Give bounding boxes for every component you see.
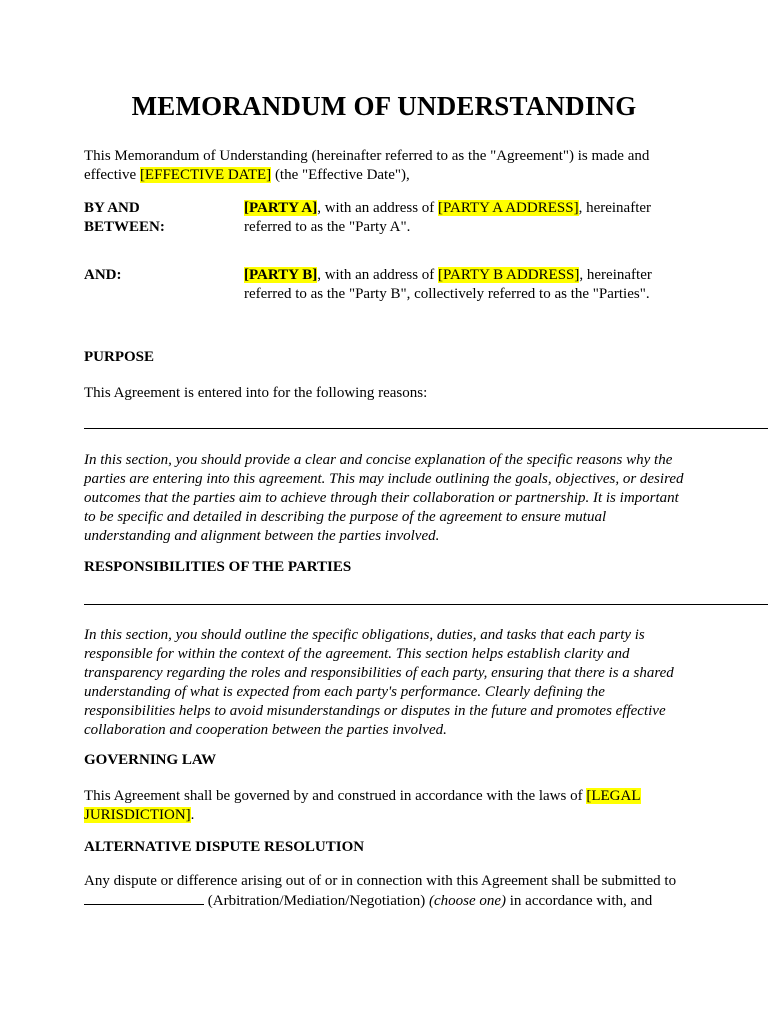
purpose-fill-line bbox=[84, 428, 768, 429]
purpose-heading: PURPOSE bbox=[84, 349, 155, 365]
effective-date-placeholder: [EFFECTIVE DATE] bbox=[139, 167, 272, 183]
dispute-heading: ALTERNATIVE DISPUTE RESOLUTION bbox=[84, 839, 365, 855]
party-a-address-placeholder: [PARTY A ADDRESS] bbox=[438, 200, 579, 216]
intro-line-2: effective [EFFECTIVE DATE] (the "Effective Date"), bbox=[84, 167, 410, 183]
dispute-method-blank bbox=[84, 891, 204, 905]
party-a-details: [PARTY A], with an address of [PARTY A ADDRESS], hereinafter referred to as the "Party A". bbox=[244, 200, 652, 235]
purpose-lead: This Agreement is entered into for the following reasons: bbox=[84, 385, 428, 401]
intro-paragraph bbox=[84, 147, 724, 185]
responsibilities-guidance: In this section, you should outline the specific obligations, duties, and tasks that each party is responsible for within the context of the agreement. This section helps establish clarity and transparency regarding the roles and responsibilities of each party, ensuring that there is a shared understanding of what is expected from each party's performance. Clearly defining the responsibilities helps to avoid misunderstandings or disputes in the future and promotes effective collaboration and cooperation between the parties involved. bbox=[84, 627, 674, 738]
party-b-details: [PARTY B], with an address of [PARTY B ADDRESS], hereinafter referred to as the "Party B", collectively referred to as the "Parties". bbox=[244, 267, 652, 302]
party-b-name-placeholder: [PARTY B] bbox=[244, 267, 318, 283]
document-title: MEMORANDUM OF UNDERSTANDING bbox=[131, 91, 637, 121]
intro-line-1: This Memorandum of Understanding (hereinafter referred to as the "Agreement") is made and bbox=[84, 148, 650, 164]
governing-law-heading: GOVERNING LAW bbox=[84, 752, 217, 768]
dispute-text: Any dispute or difference arising out of or in connection with this Agreement shall be submitted to (Arbitration/Mediation/Negotiation) (choose one) in accordance with, and bbox=[84, 873, 677, 909]
purpose-guidance: In this section, you should provide a clear and concise explanation of the specific reasons why the parties are entering into this agreement. This may include outlining the goals, objectives, or desired outcomes that the parties aim to achieve through their collaboration or partnership. It is important to be specific and detailed in describing the purpose of the agreement to ensure mutual understanding and alignment between the parties involved. bbox=[84, 452, 684, 544]
responsibilities-fill-line bbox=[84, 604, 768, 605]
party-a-label: BY AND BETWEEN: bbox=[84, 200, 165, 235]
jurisdiction-placeholder-1: [LEGAL bbox=[586, 788, 641, 804]
governing-law-text: This Agreement shall be governed by and construed in accordance with the laws of [LEGAL JURISDICTION]. bbox=[84, 788, 641, 823]
party-b-address-placeholder: [PARTY B ADDRESS] bbox=[438, 267, 580, 283]
responsibilities-heading: RESPONSIBILITIES OF THE PARTIES bbox=[84, 559, 352, 575]
party-a-name-placeholder: [PARTY A] bbox=[244, 200, 318, 216]
jurisdiction-placeholder-2: JURISDICTION] bbox=[84, 807, 191, 823]
party-b-label: AND: bbox=[84, 267, 122, 283]
